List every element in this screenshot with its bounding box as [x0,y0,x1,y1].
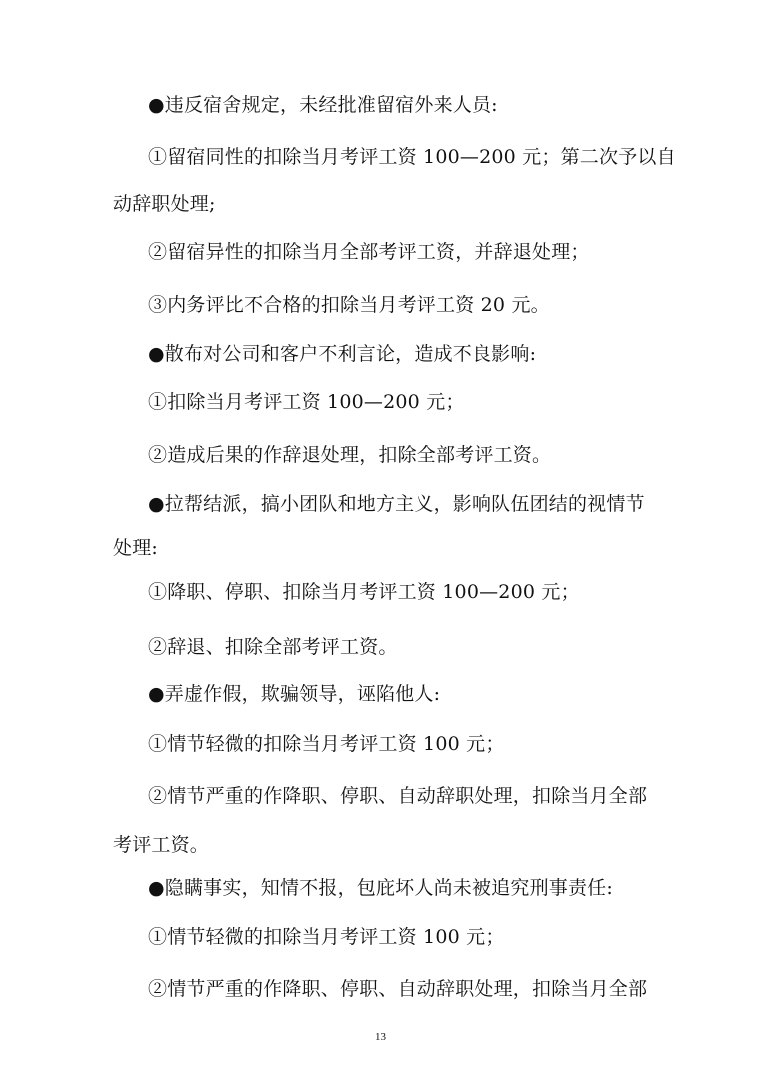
list-item-continuation: 动辞职处理; [113,193,216,215]
list-item: ②情节严重的作降职、停职、自动辞职处理，扣除当月全部 [148,785,648,807]
bullet-heading-concealment: ●隐瞒事实，知情不报，包庇坏人尚未被追究刑事责任: [148,877,613,899]
list-item-continuation: 处理: [113,537,159,559]
list-item: ②辞退、扣除全部考评工资。 [148,636,398,658]
list-item: ①扣除当月考评工资 100—200 元； [148,391,465,413]
page-number: 13 [375,1031,386,1043]
list-item: ②造成后果的作辞退处理，扣除全部考评工资。 [148,444,552,466]
list-item-continuation: 考评工资。 [113,834,210,856]
bullet-heading-factions: ●拉帮结派，搞小团队和地方主义，影响队伍团结的视情节 [148,493,645,515]
bullet-heading-dormitory: ●违反宿舍规定，未经批准留宿外来人员: [148,94,498,116]
list-item: ②情节严重的作降职、停职、自动辞职处理，扣除当月全部 [148,978,648,1000]
list-item: ①留宿同性的扣除当月考评工资 100—200 元；第二次予以自 [148,146,676,168]
list-item: ③内务评比不合格的扣除当月考评工资 20 元。 [148,294,550,316]
bullet-heading-rumors: ●散布对公司和客户不利言论，造成不良影响: [148,343,537,365]
list-item: ②留宿异性的扣除当月全部考评工资，并辞退处理； [148,241,590,263]
list-item: ①情节轻微的扣除当月考评工资 100 元； [148,733,505,755]
bullet-heading-fraud: ●弄虚作假，欺骗领导，诬陷他人: [148,683,441,705]
list-item: ①降职、停职、扣除当月考评工资 100—200 元； [148,581,580,603]
list-item: ①情节轻微的扣除当月考评工资 100 元； [148,926,505,948]
